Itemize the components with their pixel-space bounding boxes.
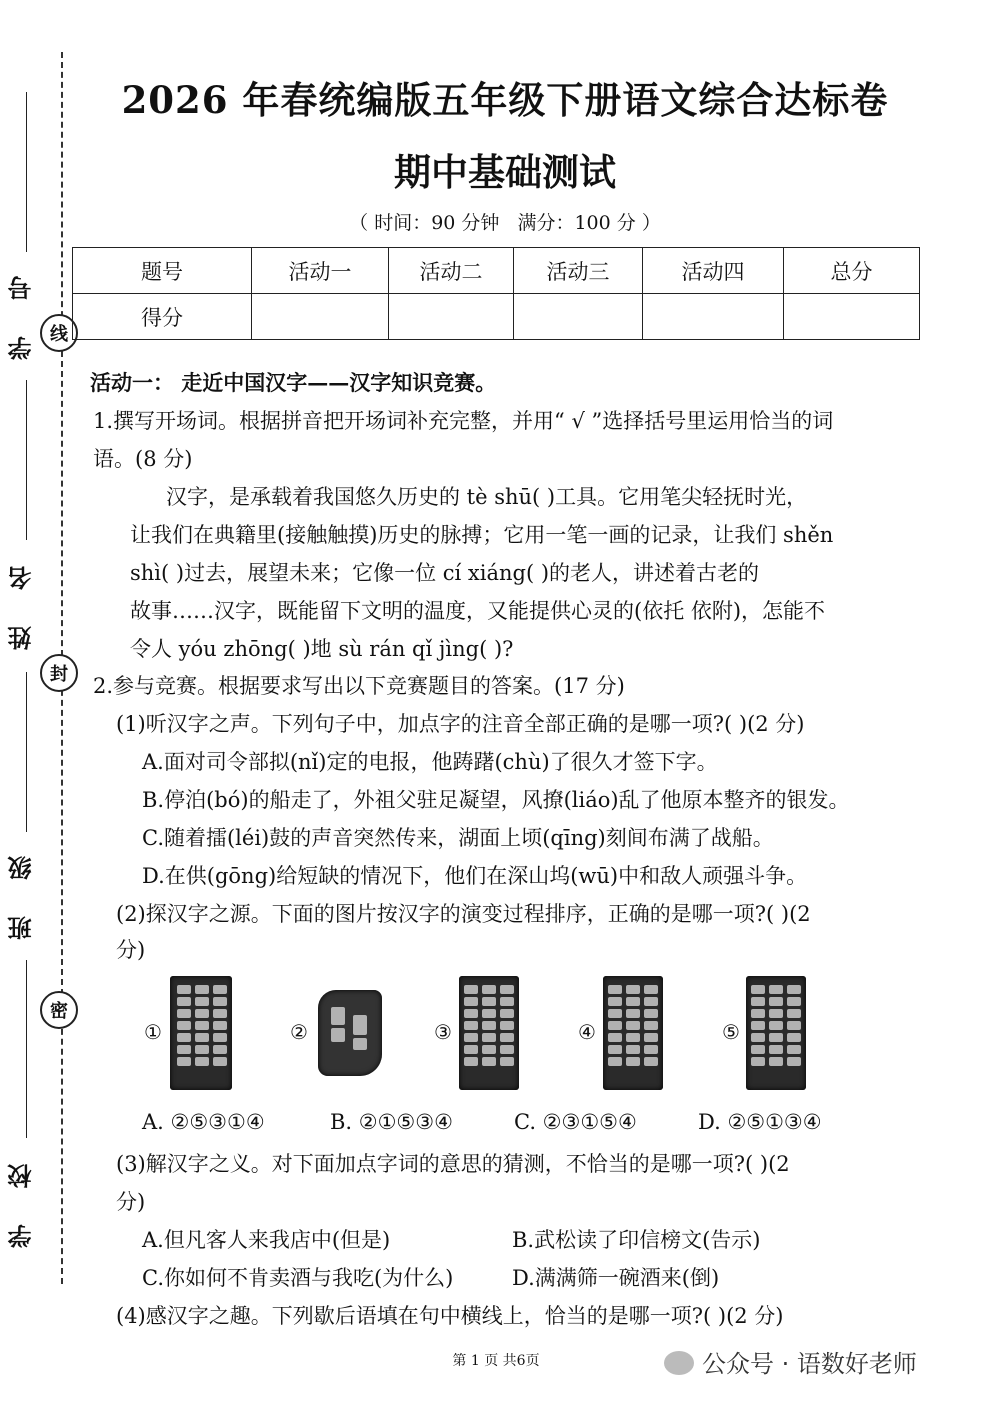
calligraphy-image-3 [459,976,519,1090]
question-2-1: (1)听汉字之声。下列句子中，加点字的注音全部正确的是哪一项?( )(2 分) [116,712,805,736]
question-2-4: (4)感汉字之趣。下列歇后语填在句中横线上，恰当的是哪一项?( )(2 分) [116,1304,784,1328]
order-option-d: D. ②⑤①③④ [698,1110,822,1134]
order-option-c: C. ②③①⑤④ [514,1110,637,1134]
score-cell[interactable] [643,294,784,340]
calligraphy-image-2 [318,990,382,1076]
header-cell: 活动一 [252,248,389,294]
page-number: 第 1 页 共6页 [452,1353,540,1369]
header-cell: 总分 [784,248,920,294]
student-id-blank [26,92,27,252]
image-label-2: ② [290,1020,308,1044]
score-table-header-row [73,248,920,294]
meaning-option-a: A.但凡客人来我店中(但是) [142,1228,391,1252]
header-cell: 活动二 [389,248,514,294]
calligraphy-image-4 [603,976,663,1090]
watermark [664,1344,917,1379]
header-cell: 活动三 [514,248,643,294]
exam-meta [72,208,938,235]
full-score: 满分：100 分 ） [517,212,661,234]
question-1: 1.撰写开场词。根据拼音把开场词补充完整，并用“ √ ”选择括号里运用恰当的词 [93,409,834,433]
question-2-2: (2)探汉字之源。下面的图片按汉字的演变过程排序，正确的是哪一项?( )(2 [116,902,811,926]
class-label: 班 级 [7,842,36,941]
exam-subtitle: 期中基础测试 [394,150,616,194]
question-2: 2.参与竞赛。根据要求写出以下竞赛题目的答案。(17 分) [93,674,625,698]
score-cell[interactable] [389,294,514,340]
calligraphy-image-1 [170,976,232,1090]
passage-line-3: shì( )过去，展望未来；它像一位 cí xiáng( )的老人，讲述着古老的 [130,561,760,585]
score-table-score-row [73,294,920,340]
header-cell: 活动四 [643,248,784,294]
image-label-5: ⑤ [722,1020,740,1044]
class-blank [26,672,27,832]
exam-title: 2026 年春统编版五年级下册语文综合达标卷 [121,78,889,122]
name-blank [26,380,27,540]
wechat-icon [664,1351,694,1375]
meaning-option-b: B.武松读了印信榜文(告示) [512,1228,761,1252]
passage-line-2: 让我们在典籍里(接触触摸)历史的脉搏；它用一笔一画的记录，让我们 shěn [130,523,834,547]
score-cell[interactable] [252,294,389,340]
activity-1-heading: 活动一： 走近中国汉字——汉字知识竞赛。 [90,370,497,395]
question-2-2-cont: 分) [116,938,146,962]
meaning-option-d: D.满满筛一碗酒来(倒) [512,1266,720,1290]
binding-circle-xian: 线 [40,314,78,352]
school-label: 学 校 [7,1150,36,1249]
binding-circle-mi: 密 [40,991,78,1029]
time-limit: （ 时间：90 分钟 [349,212,500,234]
score-row-label: 得分 [73,294,252,340]
question-2-3: (3)解汉字之义。对下面加点字词的意思的猜测，不恰当的是哪一项?( )(2 [116,1152,790,1176]
option-a: A.面对司令部拟(nǐ)定的电报，他踌躇(chù)了很久才签下字。 [142,750,718,774]
option-c: C.随着擂(léi)鼓的声音突然传来，湖面上顷(qīng)刻间布满了战船。 [142,826,774,850]
question-2-3-cont: 分) [116,1190,146,1214]
watermark-text: 公众号 · 语数好老师 [702,1350,917,1378]
passage-line-1: 汉字，是承载着我国悠久历史的 tè shū( )工具。它用笔尖轻抚时光， [166,485,808,509]
passage-line-4: 故事……汉字，既能留下文明的温度，又能提供心灵的(依托 依附)，怎能不 [130,599,826,623]
option-b: B.停泊(bó)的船走了，外祖父驻足凝望，风撩(liáo)乱了他原本整齐的银发。 [142,788,850,812]
option-d: D.在供(gōng)给短缺的情况下，他们在深山坞(wū)中和敌人顽强斗争。 [142,864,808,888]
score-table [72,247,920,340]
question-1-cont: 语。(8 分) [93,447,193,471]
image-label-4: ④ [578,1020,596,1044]
school-blank [26,960,27,1138]
passage-line-5: 令人 yóu zhōng( )地 sù rán qǐ jìng( )? [130,637,514,661]
calligraphy-image-5 [746,976,806,1090]
score-cell[interactable] [784,294,920,340]
binding-circle-feng: 封 [40,654,78,692]
order-option-a: A. ②⑤③①④ [142,1110,265,1134]
image-label-3: ③ [434,1020,452,1044]
header-cell: 题号 [73,248,252,294]
image-label-1: ① [144,1020,162,1044]
name-label: 姓 名 [7,552,36,651]
score-cell[interactable] [514,294,643,340]
meaning-option-c: C.你如何不肯卖酒与我吃(为什么) [142,1266,454,1290]
student-id-label: 学 号 [7,262,36,361]
order-option-b: B. ②①⑤③④ [330,1110,453,1134]
